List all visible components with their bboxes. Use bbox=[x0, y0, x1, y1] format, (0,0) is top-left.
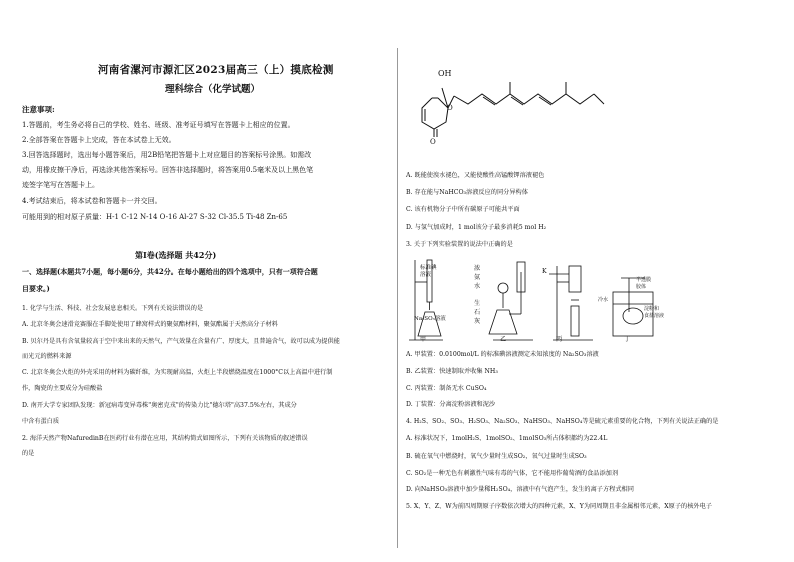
q3-bing-k-label: K bbox=[542, 268, 547, 275]
q3-ding-label-starch: 淀粉和 bbox=[644, 306, 660, 312]
section-instructions: 一、选择题(本题共7小题，每小题6分，共42分。在每小题给出的四个选项中，只有一项符合题 bbox=[22, 267, 318, 276]
q4-stem: 4. H₂S、SO₂、SO₃、H₂SO₃、Na₂SO₃、NaHSO₃、NaHSO₄等是硫元素重要的化合物，下列有关说法正确的是 bbox=[406, 418, 719, 425]
q3-yi-label-shui: 水 bbox=[474, 283, 481, 290]
q3-stem: 3. 关于下列实验装置的说法中正确的是 bbox=[406, 241, 513, 248]
q3-jia-label-na2so3: Na₂SO₃溶液 bbox=[414, 316, 446, 322]
q4-option-b: B. 硫在氧气中燃烧时，氧气少量时生成SO₂，氧气过量时生成SO₃ bbox=[406, 453, 587, 460]
q3-ding-label-colloid: 胶体 bbox=[636, 284, 647, 290]
exam-subtitle: 理科综合（化学试题） bbox=[165, 84, 261, 95]
q2-option-c: C. 该有机物分子中所有碳原子可能共平面 bbox=[406, 206, 520, 213]
q3-apparatus-diagram bbox=[403, 252, 663, 344]
q2-stem: 2. 海洋天然产物NafuredinB在医药行业有潜在应用，其结构简式如图所示，下列有关该物质的叙述错误 bbox=[22, 435, 308, 442]
q3-jia-label-std1: 标准碘 bbox=[420, 265, 437, 271]
q3-yi-label-nong: 浓 bbox=[474, 265, 481, 272]
q1-option-a: A. 北京冬奥会速滑竞赛服在手脚处使用了蜂窝样式的聚氨酯材料，聚氨酯属于天然高分子材料 bbox=[22, 321, 278, 328]
q3-option-c: C. 丙装置：制备无水 CuSO₄ bbox=[406, 385, 487, 392]
notice-item: 2.全部答案在答题卡上完成，答在本试卷上无效。 bbox=[22, 136, 176, 144]
q3-option-a: A. 甲装置：0.0100mol/L 的标准碘溶液测定未知浓度的 Na₂SO₃溶液 bbox=[406, 351, 599, 358]
q1-option-d-cont: 中含有蛋白质 bbox=[22, 418, 60, 425]
q2-stem-cont: 的是 bbox=[22, 450, 35, 457]
q3-yi-label-hui: 灰 bbox=[474, 318, 481, 325]
q2-option-b: B. 存在能与NaHCO₃溶液反应的同分异构体 bbox=[406, 189, 528, 196]
q3-jia-label-std2: 溶液 bbox=[420, 272, 432, 278]
notice-heading: 注意事项: bbox=[22, 105, 55, 114]
q3-option-b: B. 乙装置：快速制取并收集 NH₃ bbox=[406, 368, 498, 375]
q5-stem: 5. X、Y、Z、W为前四周期原子序数依次增大的四种元素，X、Y为同周期且非金属相邻元素，X原子的核外电子 bbox=[406, 503, 712, 510]
q3-ding-label: 丁 bbox=[624, 336, 631, 343]
notice-item: 动，用橡皮擦干净后，再选涂其他答案标号。回答非选择题时，将答案用0.5毫米及以上黑色笔 bbox=[22, 166, 314, 174]
q3-yi-label: 乙 bbox=[500, 336, 507, 343]
structure-ring-oxygen-label: O bbox=[447, 104, 453, 112]
part1-heading: 第Ⅰ卷(选择题 共42分) bbox=[135, 250, 217, 260]
q3-option-d: D. 丁装置：分离淀粉溶液和泥沙 bbox=[406, 401, 496, 408]
q2-option-d: D. 与氢气加成时，1 mol该分子最多消耗5 mol H₂ bbox=[406, 224, 547, 231]
q3-ding-label-salt: 食盐溶液 bbox=[644, 313, 665, 319]
q1-option-d: D. 南开大学专家团队发现：新冠病毒变异毒株"奥密克戎"的传染力比"德尔塔"高37.5%左右，其成分 bbox=[22, 402, 297, 409]
q3-yi-label-an: 氨 bbox=[474, 274, 481, 281]
atomic-mass-line: 可能用到的相对原子质量：H-1 C-12 N-14 O-16 Al-27 S-32 Cl-35.5 Ti-48 Zn-65 bbox=[22, 213, 288, 221]
q1-option-b: B. 贝尔丹是具有含氧量较高于空中来出来的天然气，产气效量在含量有广、厚度大，且普遍含气，故可以成为提供能 bbox=[22, 338, 340, 345]
left-column bbox=[0, 0, 396, 562]
q2-option-a: A. 既能使溴水褪色，又能使酸性高锰酸钾溶液褪色 bbox=[406, 172, 545, 179]
q3-yi-label-shi: 石 bbox=[474, 309, 481, 316]
q1-option-c-cont: 作，陶瓷的主要成分为硅酸盐 bbox=[22, 385, 103, 392]
q3-yi-label-sheng: 生 bbox=[474, 300, 481, 307]
q1-option-b-cont: 而光元的燃料来源 bbox=[22, 353, 72, 360]
q1-stem: 1. 化学与生活、科技、社会发展息息相关。下列有关说法错误的是 bbox=[22, 305, 204, 312]
notice-item: 3.回答选择题时，选出每小题答案后，用2B铅笔把答题卡上对应题目的答案标号涂黑。如需改 bbox=[22, 151, 312, 159]
q3-jia-label: 甲 bbox=[420, 336, 427, 343]
section-instructions-cont: 目要求。) bbox=[22, 284, 50, 293]
structure-oh-label: OH bbox=[438, 69, 452, 78]
exam-title: 河南省漯河市源汇区2023届高三（上）摸底检测 bbox=[98, 64, 334, 76]
notice-item: 4.考试结束后，将本试卷和答题卡一并交回。 bbox=[22, 197, 162, 205]
notice-item: 迹签字笔写在答题卡上。 bbox=[22, 181, 99, 189]
notice-item: 1.答题前，考生务必将自己的学校、姓名、班级、准考证号填写在答题卡上相应的位置。 bbox=[22, 121, 295, 129]
right-column bbox=[398, 0, 794, 562]
q3-bing-label: 丙 bbox=[556, 336, 563, 343]
q1-option-c: C. 北京冬奥会火炬的外壳采用的材料为碳纤维，为实现耐高温，火炬上半段燃烧温度在1000°C以上高温中进行制 bbox=[22, 369, 333, 376]
q3-ding-label-membrane: 半透膜 bbox=[636, 277, 652, 283]
structure-carbonyl-oxygen-label: O bbox=[430, 138, 436, 146]
q4-option-d: D. 向NaHSO₃溶液中加少量稀H₂SO₄，溶液中有气泡产生，发生的离子方程式相同 bbox=[406, 486, 634, 493]
q4-option-a: A. 标准状况下，1molH₂S、1molSO₂、1molSO₃所占体积都约为22.4L bbox=[406, 435, 608, 442]
q3-ding-label-water: 冷水 bbox=[598, 297, 609, 303]
q4-option-c: C. SO₂是一种无色有刺激性气味有毒的气体，它不能用作葡萄酒的食品添加剂 bbox=[406, 470, 619, 477]
